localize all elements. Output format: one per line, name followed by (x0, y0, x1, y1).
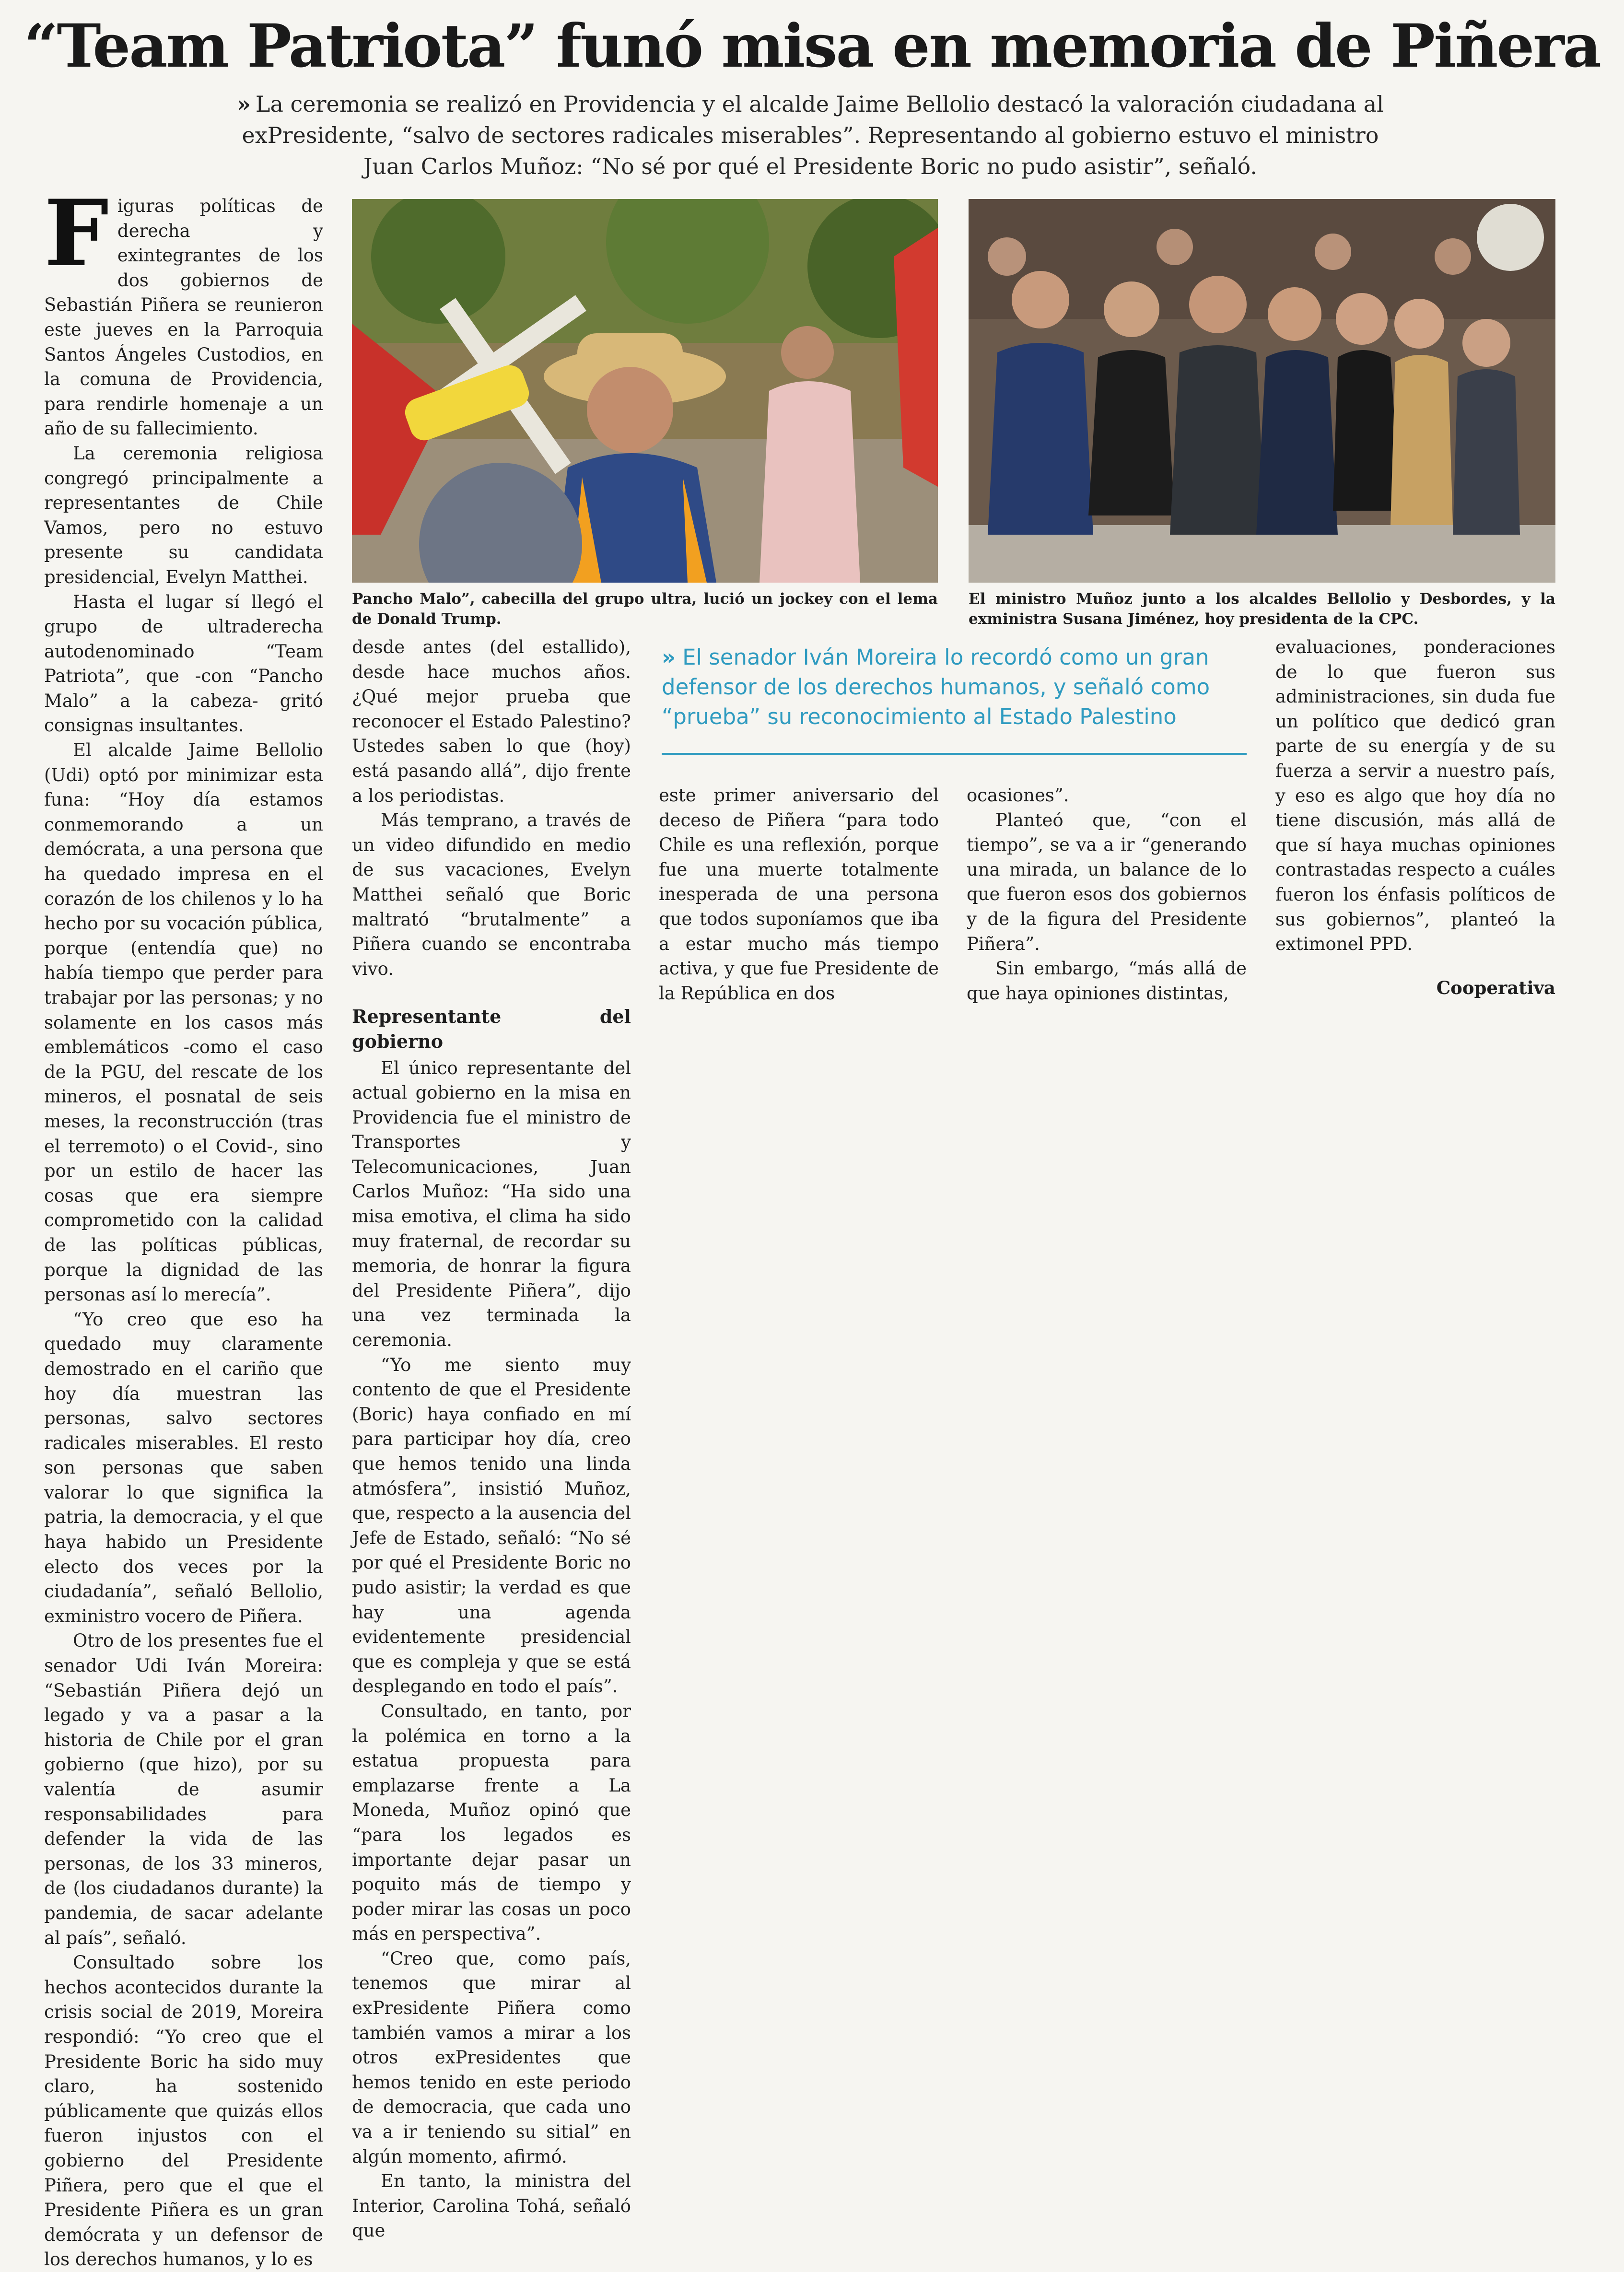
article-column-5 (1275, 635, 1555, 1000)
pull-quote-arrow-icon: » (662, 644, 676, 670)
paragraph: ocasiones”. (967, 785, 1069, 806)
paragraph (44, 180, 323, 441)
paragraph: este primer aniversario del deceso de Piñera “para todo Chile es una reflexión, porque fue una muerte totalmente inesperada de una persona que todos suponíamos que iba a estar mucho más tiempo activa, y que fue Presidente de la República en dos (659, 785, 939, 1004)
deck-text: La ceremonia se realizó en Providencia y el alcalde Jaime Bellolio destacó la valoración ciudadana al exPresidente, “salvo de sectores radicales miserables”. Representando al gobierno estuvo el ministro Juan Carlos Muñoz: “No sé por qué el Presidente Boric no pudo asistir”, señaló. (242, 91, 1384, 179)
photo-caption-right: El ministro Muñoz junto a los alcaldes Bellolio y Desbordes, y la exministra Susana Jiménez, hoy presidenta de la CPC. (969, 590, 1555, 628)
paragraph: “Yo creo que eso ha quedado muy claramente demostrado en el cariño que hoy día muestran las personas, salvo sectores radicales miserables. El resto son personas que saben valorar lo que significa la patria, la democracia, y el que haya habido un Presidente electo dos veces por la ciudadanía”, señaló Bellolio, exministro vocero de Piñera. (44, 1309, 323, 1627)
headline: “Team Patriota” funó misa en memoria de Piñera (24, 12, 1600, 81)
paragraph-text: iguras políticas de derecha y exintegrantes de los dos gobiernos de Sebastián Piñera se reunieron este jueves en la Parroquia Santos Ángeles Custodios, en la comuna de Providencia, para rendirle homenaje a un año de su fallecimiento. (44, 196, 323, 439)
paragraph: “Yo me siento muy contento de que el Presidente (Boric) haya confiado en mí para participar hoy día, creo que hemos tenido una linda atmósfera”, insistió Muñoz, que, respecto a la ausencia del Jefe de Estado, señaló: “No sé por qué el Presidente Boric no pudo asistir; la verdad es que hay una agenda evidentemente presidencial que es compleja y que se está desplegando en todo el país”. (352, 1354, 631, 1697)
paragraph: Sin embargo, “más allá de que haya opiniones distintas, (967, 958, 1247, 1004)
article-column-2 (352, 635, 631, 2243)
paragraph: Consultado, en tanto, por la polémica en torno a la estatua propuesta para emplazarse frente a La Moneda, Muñoz opinó que “para los legados es importante dejar pasar un poquito más de tiempo y poder mirar las cosas un poco más en perspectiva”. (352, 1700, 631, 1944)
source-signature: Cooperativa (1436, 977, 1555, 998)
paragraph: El único representante del actual gobierno en la misa en Providencia fue el ministro de Transportes y Telecomunicaciones, Juan Carlos Muñoz: “Ha sido una misa emotiva, el clima ha sido muy fraternal, de recordar su memoria, de honrar la figura del Presidente Piñera”, dijo una vez terminada la ceremonia. (352, 1057, 631, 1351)
deck-arrow-icon: » (237, 91, 251, 117)
paragraph: Hasta el lugar sí llegó el grupo de ultraderecha autodenominado “Team Patriota”, que -con “Pancho Malo” a la cabeza- gritó consignas insultantes. (44, 591, 323, 736)
paragraph: evaluaciones, ponderaciones de lo que fueron sus administraciones, sin duda fue un político que dedicó gran parte de su energía y de su fuerza a servir a nuestro país, y eso es algo que hoy día no tiene discusión, más allá de que sí haya muchas opiniones contrastadas respecto a cuáles fueron los énfasis políticos de sus gobiernos”, planteó la extimonel PPD. (1275, 637, 1555, 955)
protest-photo (352, 199, 938, 583)
paragraph: Planteó que, “con el tiempo”, se va a ir “generando una mirada, un balance de lo que fueron esos dos gobiernos y de la figura del Presidente Piñera”. (967, 809, 1247, 954)
article-column-4 (967, 783, 1247, 1006)
paragraph: “Creo que, como país, tenemos que mirar al exPresidente Piñera como también vamos a mirar a los otros exPresidentes que hemos tenido en este periodo de democracia, que cada uno va a ir teniendo su sitial” en algún momento, afirmó. (352, 1948, 631, 2167)
officials-photo-image (969, 199, 1555, 583)
section-subhead: Representante del gobierno (352, 1006, 631, 1052)
paragraph: Otro de los presentes fue el senador Udi Iván Moreira: “Sebastián Piñera dejó un legado y va a pasar a la historia de Chile por el gran gobierno (que hizo), por su valentía de asumir responsabilidades para defender la vida de las personas, de los 33 mineros, de (los ciudadanos durante) la pandemia, de sacar adelante al país”, señaló. (44, 1630, 323, 1948)
paragraph: En tanto, la ministra del Interior, Carolina Tohá, señaló que (352, 2171, 631, 2241)
deck (230, 89, 1390, 182)
paragraph: Más temprano, a través de un video difundido en medio de sus vacaciones, Evelyn Matthei señaló que Boric maltrató “brutalmente” a Piñera cuando se encontraba vivo. (352, 810, 631, 979)
paragraph: El alcalde Jaime Bellolio (Udi) optó por minimizar esta funa: “Hoy día estamos conmemorando a un demócrata, a una persona que ha quedado impresa en el corazón de los chilenos y lo ha hecho por su vocación pública, porque (entendía que) no había tiempo que perder para trabajar por las personas; y no solamente en los casos más emblemáticos -como el caso de la PGU, del rescate de los mineros, el posnatal de seis meses, la reconstrucción (tras el terremoto) o el Covid-, sino por un estilo de hacer las cosas que era siempre comprometido con la calidad de las políticas públicas, porque la dignidad de las personas así lo merecía”. (44, 740, 323, 1305)
article-column-3 (659, 783, 939, 1006)
protest-photo-image (352, 199, 938, 583)
pull-quote-text: El senador Iván Moreira lo recordó como un gran defensor de los derechos humanos, y señaló como “prueba” su reconocimiento al Estado Palestino (662, 644, 1210, 729)
article-column-1 (44, 180, 323, 2272)
pull-quote (662, 643, 1247, 732)
officials-photo (969, 199, 1555, 583)
paragraph: Consultado sobre los hechos acontecidos durante la crisis social de 2019, Moreira respondió: “Yo creo que el Presidente Boric ha sido muy claro, ha sostenido públicamente que quizás ellos fueron injustos con el gobierno del Presidente Piñera, pero que el que el Presidente Piñera es un gran demócrata y un defensor de los derechos humanos, y lo es (44, 1952, 323, 2270)
paragraph: La ceremonia religiosa congregó principalmente a representantes de Chile Vamos, pero no estuvo presente su candidata presidencial, Evelyn Matthei. (44, 443, 323, 587)
photo-caption-left: Pancho Malo”, cabecilla del grupo ultra, lució un jockey con el lema de Donald Trump. (352, 590, 938, 628)
drop-cap: F (44, 180, 109, 287)
paragraph: desde antes (del estallido), desde hace muchos años. ¿Qué mejor prueba que reconocer el Estado Palestino? Ustedes saben lo que (hoy) está pasando allá”, dijo frente a los periodistas. (352, 637, 631, 806)
pull-quote-divider (662, 753, 1247, 755)
